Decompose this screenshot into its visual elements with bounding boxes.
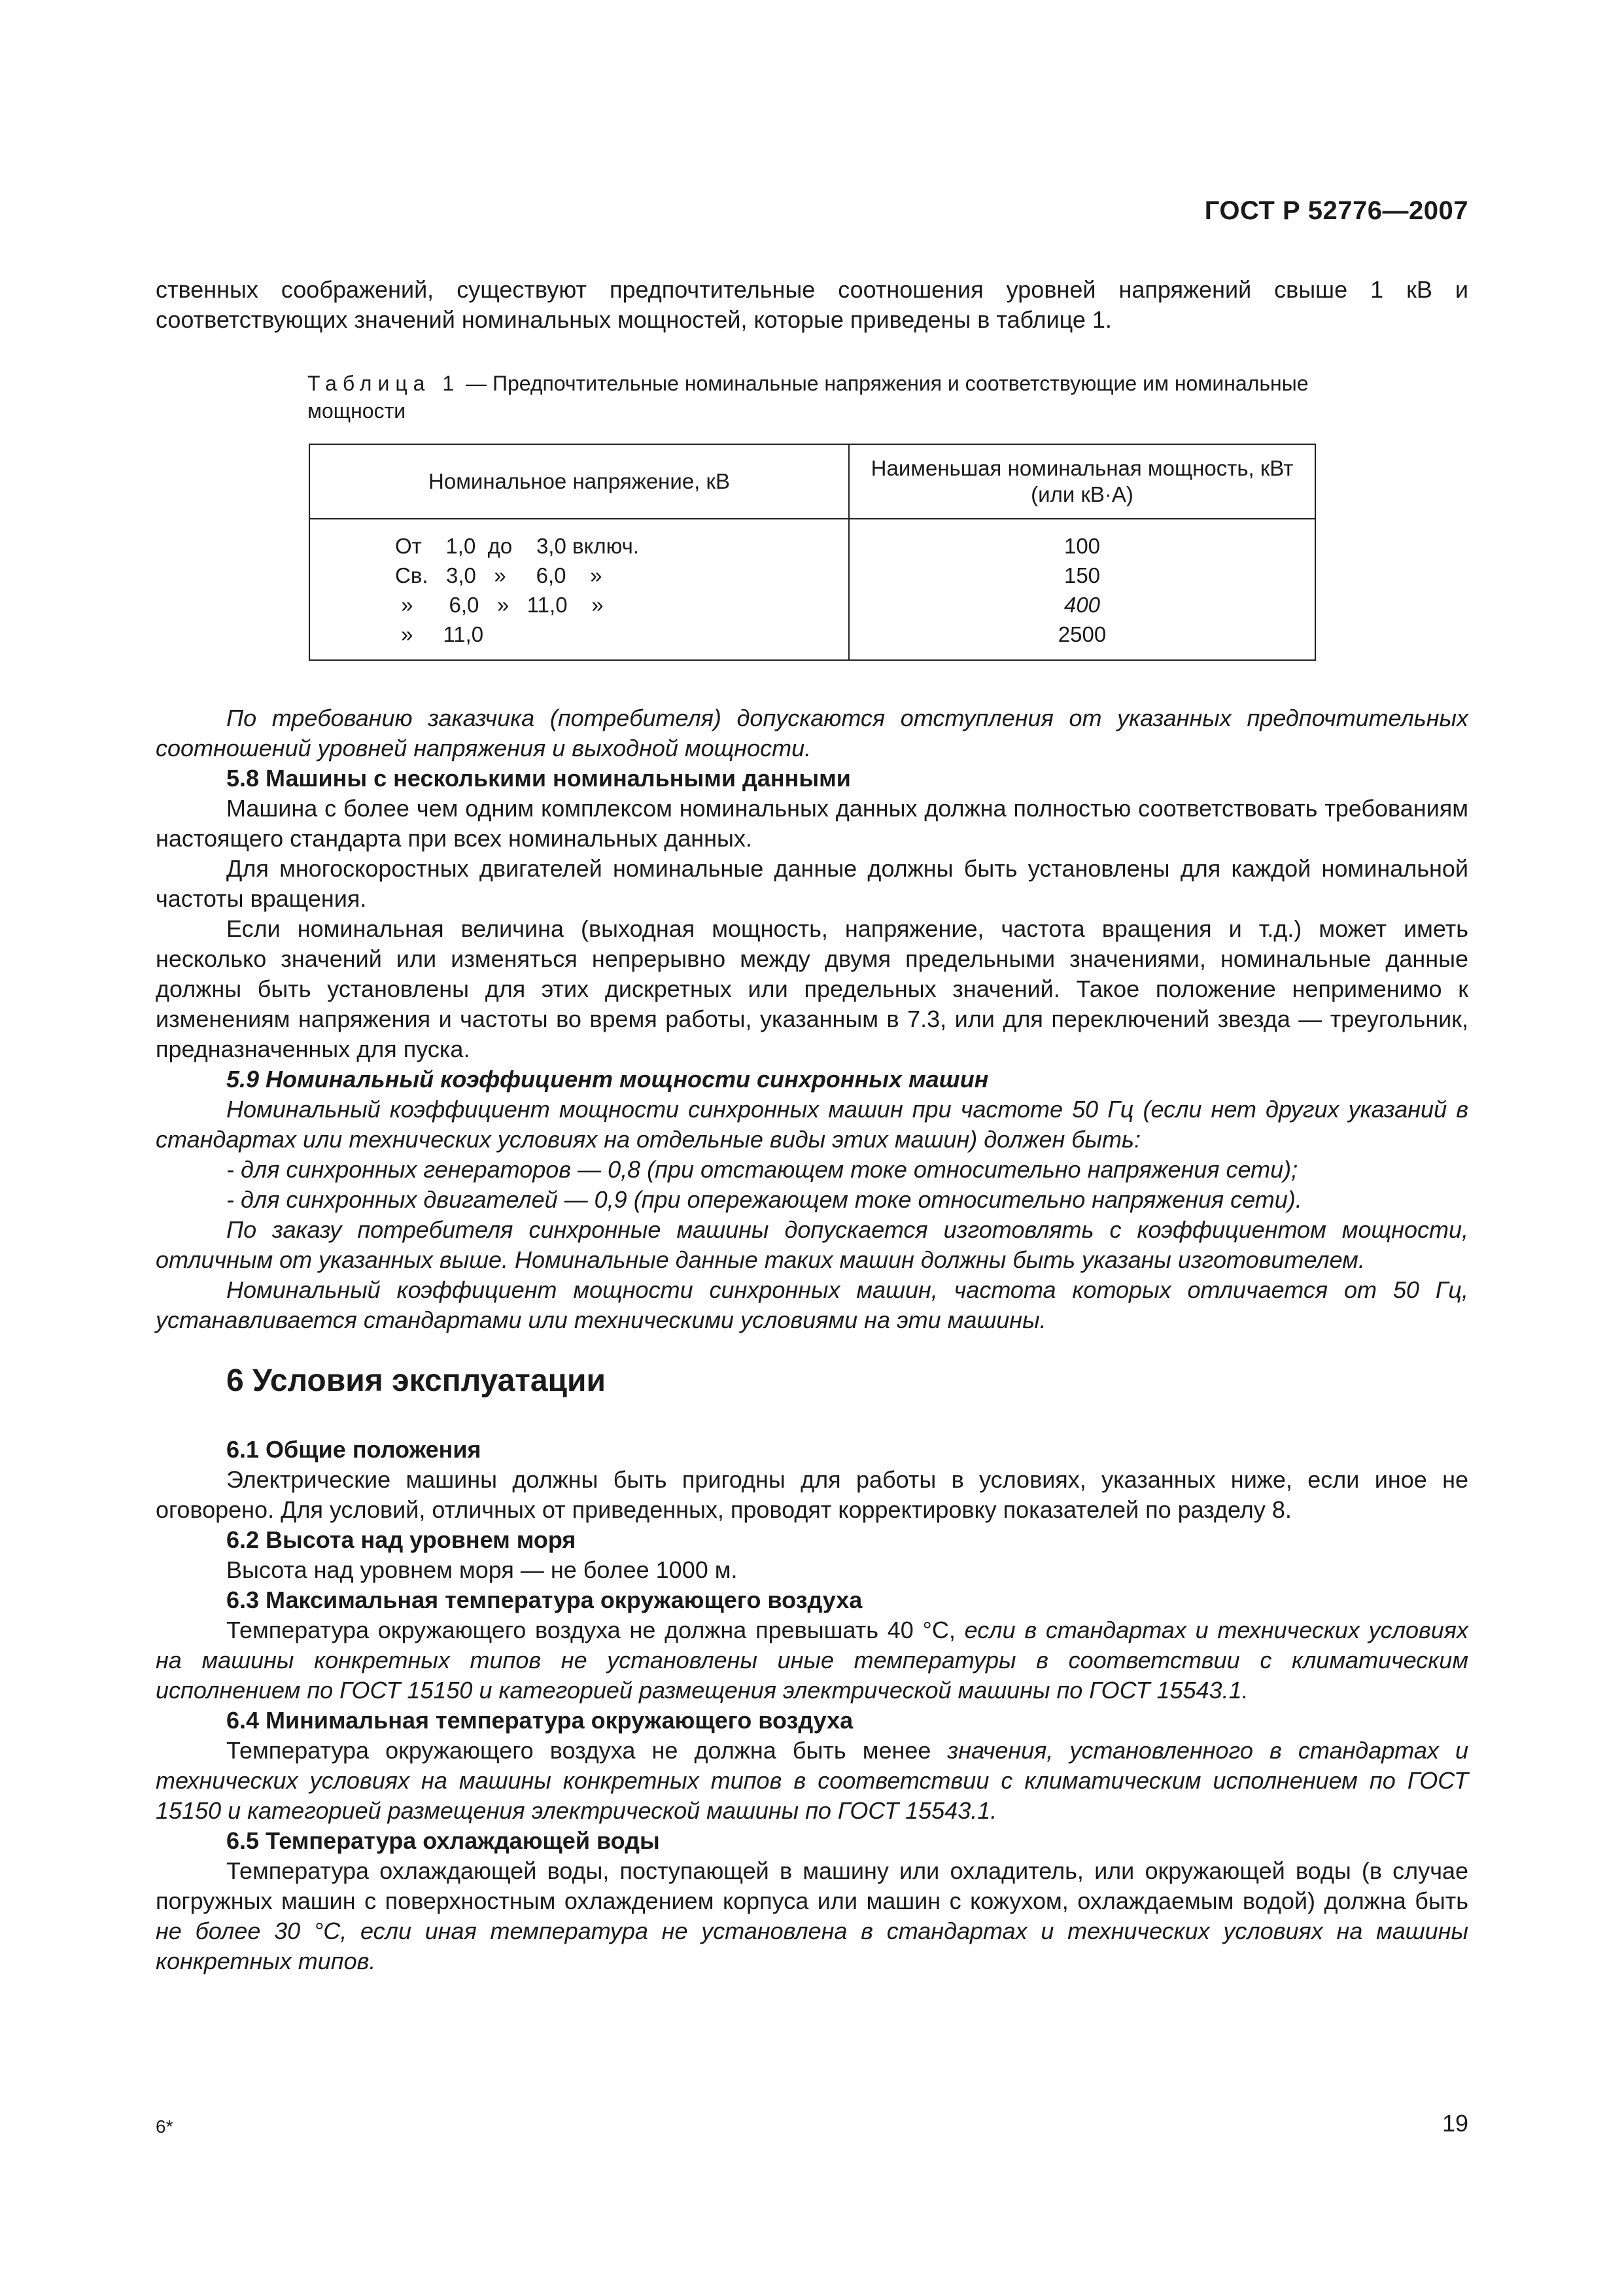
voltage-power-table <box>309 444 1316 661</box>
paragraph-italic-part: не более 30 °С, если иная температура не установлена в стандартах и технических условиях на машины конкретных типов. <box>156 1918 1468 1974</box>
document-body <box>156 703 1468 1976</box>
voltage-value: » 11,0 <box>395 622 484 646</box>
intro-paragraph <box>156 275 1468 335</box>
footer-sheet-mark: 6* <box>156 2116 173 2137</box>
power-value: 150 <box>1063 563 1101 587</box>
table-caption-label: Таблица 1 <box>307 372 460 395</box>
paragraph-regular-part: Температура охлаждающей воды, поступающей в машину или охладитель, или окружающей воды (в случае погружных машин с поверхностным охлаждением корпуса или машин с кожухом, охлаждаемым водой) должна быть <box>156 1857 1468 1914</box>
list-item: - для синхронных генераторов — 0,8 (при отстающем токе относительно напряжения сети); <box>226 1156 1298 1183</box>
heading-5-9: 5.9 Номинальный коэффициент мощности синхронных машин <box>226 1066 989 1093</box>
document-code: ГОСТ Р 52776—2007 <box>1204 196 1468 225</box>
paragraph: Высота над уровнем моря — не более 1000 м. <box>226 1556 738 1583</box>
power-value: 100 <box>1063 534 1101 558</box>
paragraph-regular-part: Температура окружающего воздуха не должна быть менее <box>226 1737 948 1764</box>
voltage-value: Св. 3,0 » 6,0 » <box>395 563 602 587</box>
table-caption <box>307 370 1328 425</box>
heading-5-8: 5.8 Машины с несколькими номинальными данными <box>226 765 851 792</box>
heading-6-3: 6.3 Максимальная температура окружающего воздуха <box>226 1586 863 1613</box>
power-value: 2500 <box>1058 622 1107 646</box>
paragraph <box>156 1736 1468 1826</box>
heading-6-4: 6.4 Минимальная температура окружающего воздуха <box>226 1707 854 1734</box>
table-header-row <box>309 444 1315 519</box>
voltage-cell <box>309 519 849 660</box>
heading-6-5: 6.5 Температура охлаждающей воды <box>226 1827 660 1854</box>
intro-text: ственных соображений, существуют предпочтительные соотношения уровней напряжений свыше 1 кВ и соответствующих значений номинальных мощностей, которые приведены в таблице 1. <box>156 276 1468 333</box>
header-power: Наименьшая номинальная мощность, кВт (или кВ·А) <box>849 444 1315 519</box>
voltage-value: » 6,0 » 11,0 » <box>395 593 604 617</box>
heading-6-2: 6.2 Высота над уровнем моря <box>226 1526 576 1553</box>
paragraph <box>156 1856 1468 1976</box>
paragraph: Номинальный коэффициент мощности синхронных машин при частоте 50 Гц (если нет других указаний в стандартах или технических условиях на отдельные виды этих машин) должен быть: <box>156 1096 1468 1153</box>
paragraph: Если номинальная величина (выходная мощность, напряжение, частота вращения и т.д.) может иметь несколько значений или изменяться непрерывно между двумя предельными значениями, номинальные данные должны быть установлены для этих дискретных или предельных значений. Такое положение неприменимо к изменениям напряжения и частоты во время работы, указанным в 7.3, или для переключений звезда — треугольник, предназначенных для пуска. <box>156 915 1468 1062</box>
list-item: - для синхронных двигателей — 0,9 (при опережающем токе относительно напряжения сети). <box>226 1186 1302 1213</box>
heading-6-1: 6.1 Общие положения <box>226 1436 481 1463</box>
header-voltage: Номинальное напряжение, кВ <box>309 444 849 519</box>
paragraph-regular-part: Температура окружающего воздуха не должна превышать 40 °С, <box>226 1617 965 1643</box>
paragraph-customer-deviation: По требованию заказчика (потребителя) допускаются отступления от указанных предпочтительных соотношений уровней напряжения и выходной мощности. <box>156 705 1468 762</box>
paragraph-italic-part: значения, установленного в стандартах и технических условиях на машины конкретных типов в соответствии с климатическим исполнением по ГОСТ 15150 и категорией размещения электрической машины по ГОСТ 15543.1. <box>156 1737 1468 1824</box>
paragraph <box>156 1615 1468 1706</box>
paragraph-italic-part: если в стандартах и технических условиях на машины конкретных типов не установлены иные температуры в соответствии с климатическим исполнением по ГОСТ 15150 и категорией размещения электрической машины по ГОСТ 15543.1. <box>156 1617 1469 1704</box>
table-caption-text: — Предпочтительные номинальные напряжения и соответствующие им номинальные мощности <box>307 372 1309 423</box>
section-title-6: 6 Условия эксплуатации <box>226 1363 606 1398</box>
power-cell <box>849 519 1315 660</box>
table-row <box>309 519 1315 660</box>
voltage-value: От 1,0 до 3,0 включ. <box>395 534 639 558</box>
paragraph: По заказу потребителя синхронные машины допускается изготовлять с коэффициентом мощности, отличным от указанных выше. Номинальные данные таких машин должны быть указаны изготовителем. <box>156 1216 1468 1273</box>
paragraph: Номинальный коэффициент мощности синхронных машин, частота которых отличается от 50 Гц, устанавливается стандартами или техническими условиями на эти машины. <box>156 1276 1468 1333</box>
paragraph: Для многоскоростных двигателей номинальные данные должны быть установлены для каждой номинальной частоты вращения. <box>156 855 1468 912</box>
page-number: 19 <box>1442 2110 1468 2137</box>
paragraph: Электрические машины должны быть пригодны для работы в условиях, указанных ниже, если иное не оговорено. Для условий, отличных от приведенных, проводят корректировку показателей по разделу 8. <box>156 1466 1468 1523</box>
power-value: 400 <box>1063 593 1101 617</box>
voltage-table-container <box>309 444 1316 661</box>
paragraph: Машина с более чем одним комплексом номинальных данных должна полностью соответствовать требованиям настоящего стандарта при всех номинальных данных. <box>156 795 1468 852</box>
